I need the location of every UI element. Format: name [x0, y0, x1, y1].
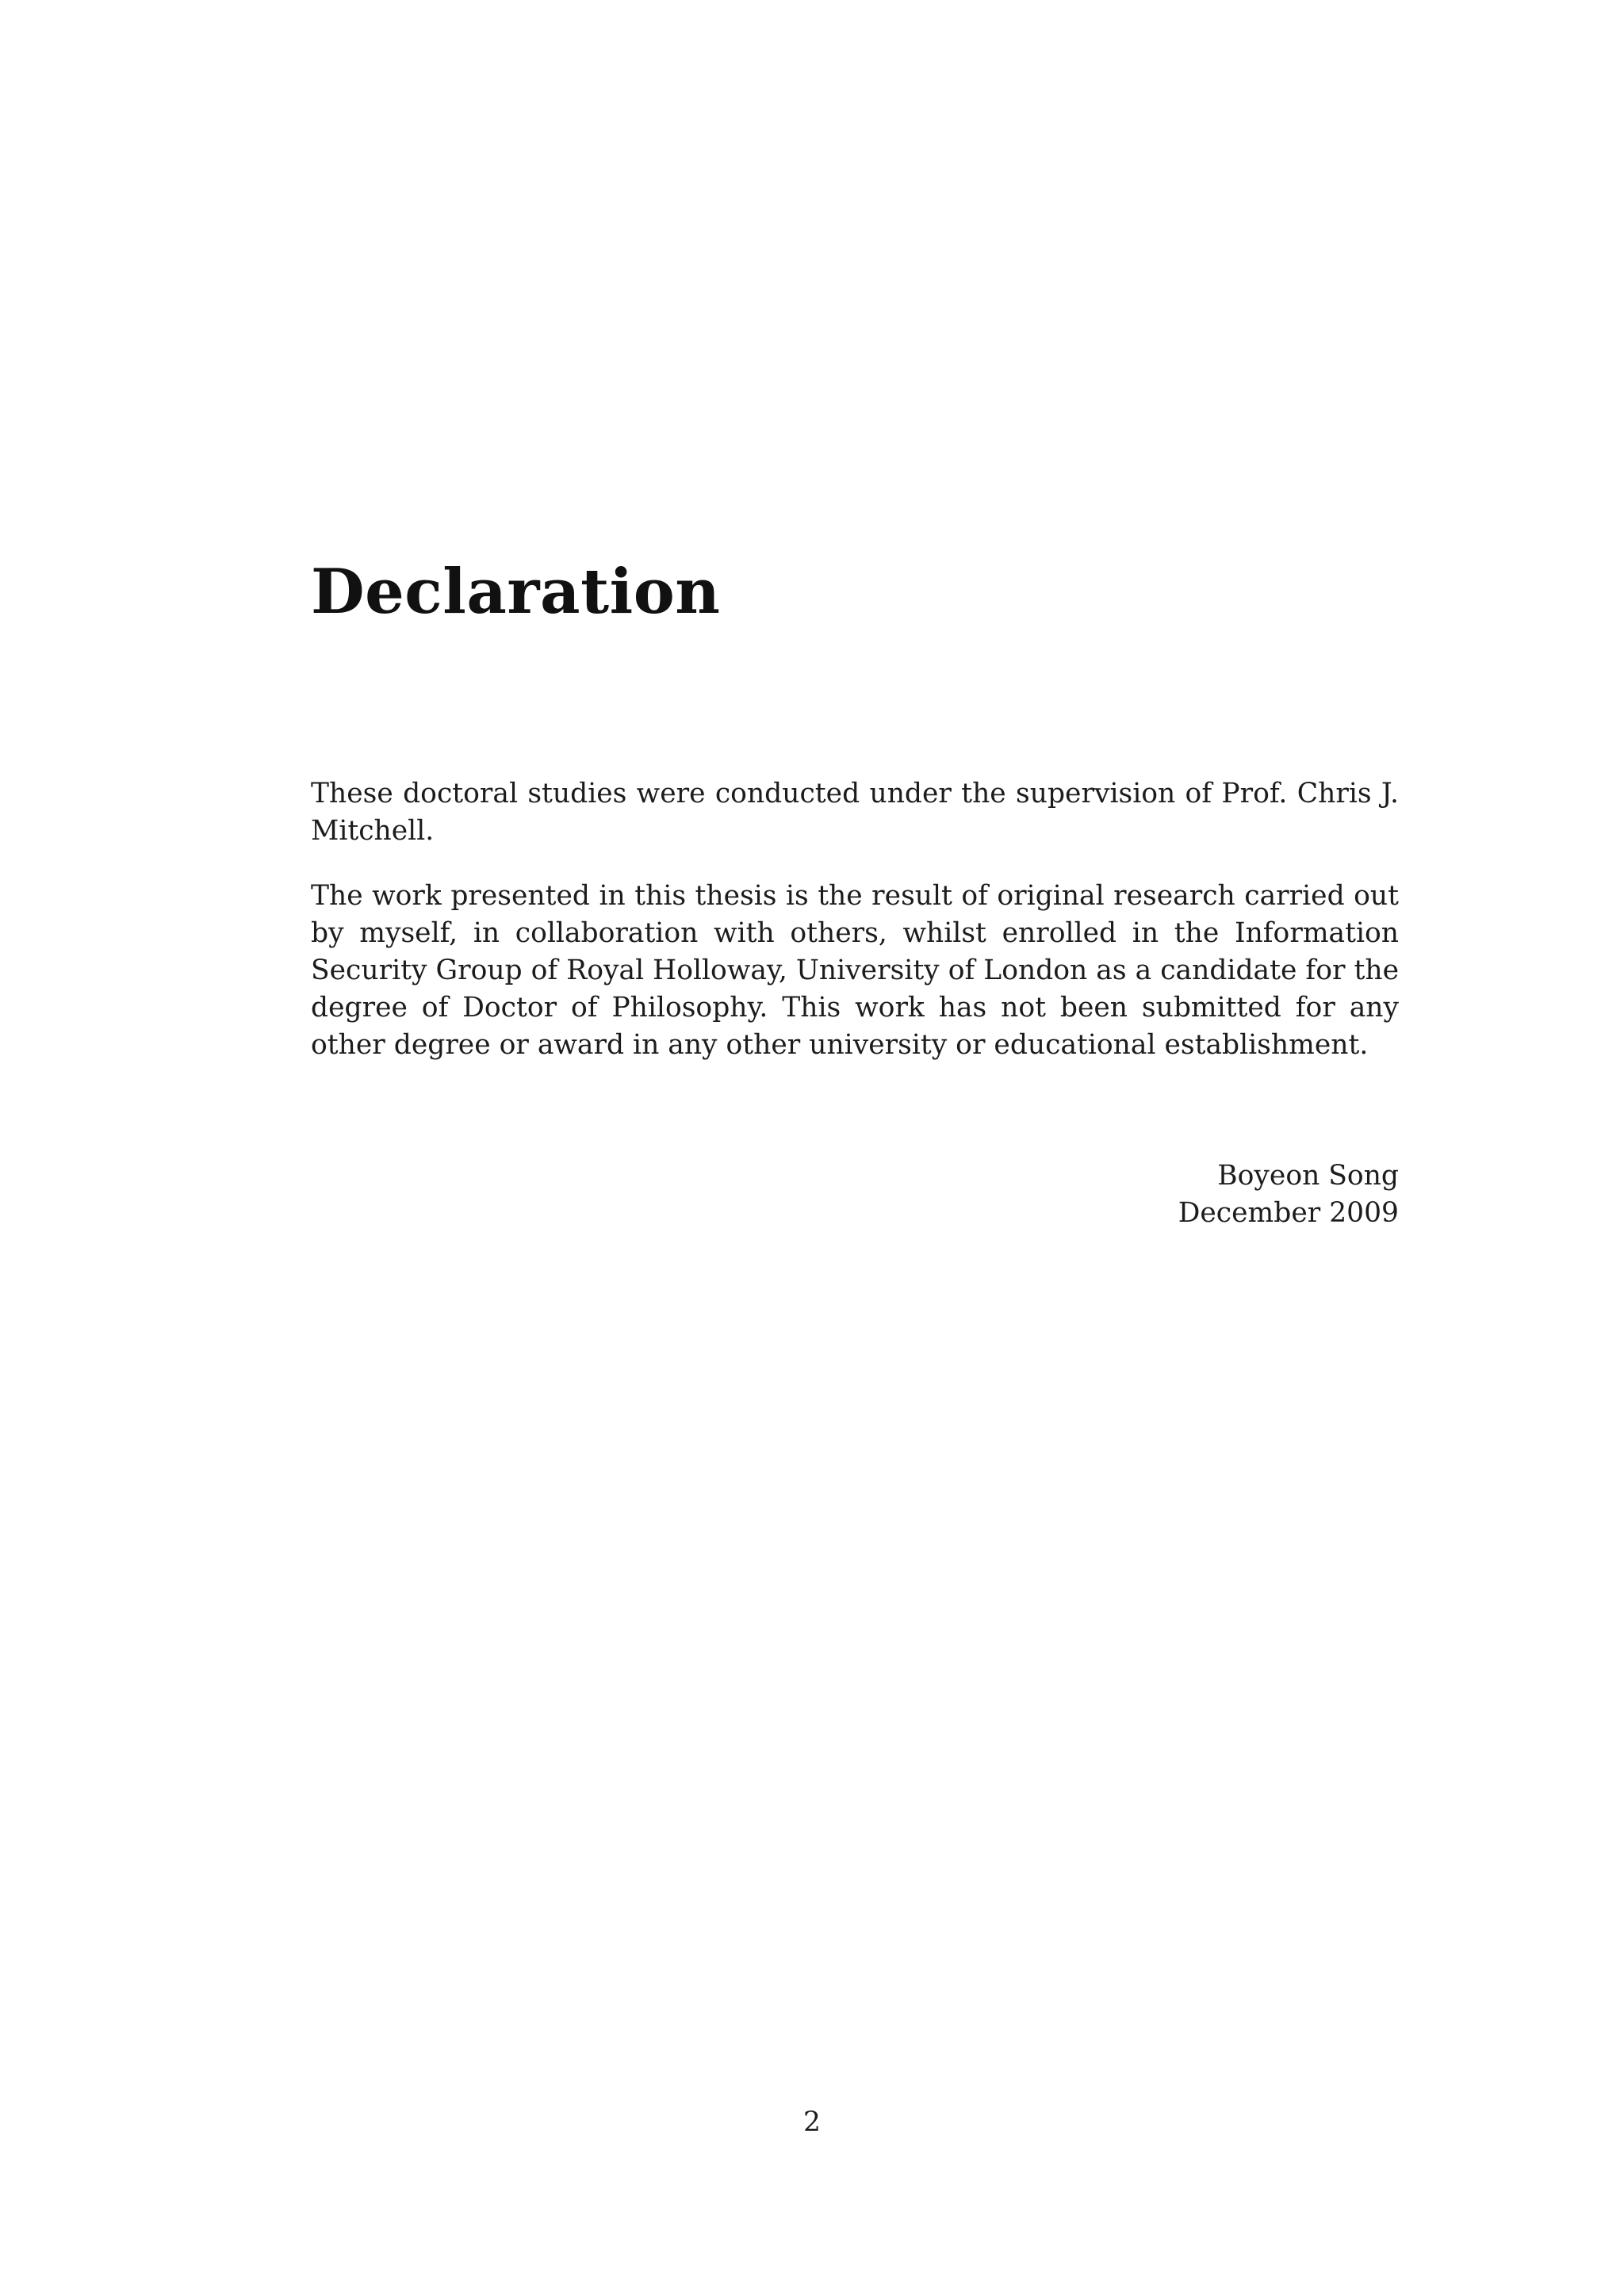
signature-date: December 2009 — [1178, 1197, 1399, 1229]
chapter-title: Declaration — [311, 556, 721, 628]
page-number: 2 — [803, 2107, 821, 2138]
signature-block — [1178, 1158, 1399, 1232]
declaration-paragraph: The work presented in this thesis is the result of original research carried out by myself, in collaboration with others, whilst enrolled in the Information Security Group of Royal Holloway, University of London as a candidate for the degree of Doctor of Philosophy. This work has not been submitted for any other degree or award in any other university or educational establishment. — [311, 880, 1399, 1061]
supervision-paragraph: These doctoral studies were conducted under the supervision of Prof. Chris J. Mitchell. — [311, 778, 1399, 847]
author-name: Boyeon Song — [1217, 1160, 1399, 1192]
